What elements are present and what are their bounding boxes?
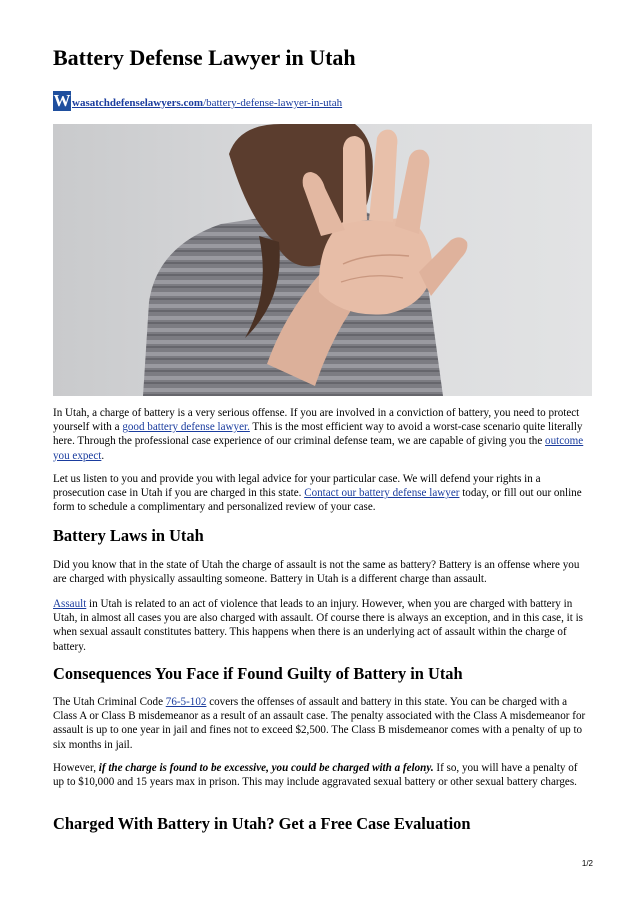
page-number: 1/2 [581,859,593,868]
woman-stop-hand-photo-icon [53,124,592,396]
source-domain: wasatchdefenselawyers.com [72,97,204,109]
consequences-paragraph-2: However, if the charge is found to be excessive, you could be charged with a felony. If so, you will have a penalty of up to $10,000 and 15 years max in prison. This may include aggravated sexual battery or other sexual battery charges. [53,762,578,789]
battery-laws-heading: Battery Laws in Utah [53,526,204,545]
felony-emphasis: if the charge is found to be excessive, you could be charged with a felony. [98,762,434,774]
source-line [53,87,342,111]
source-path: /battery-defense-lawyer-in-utah [203,97,343,109]
page-title: Battery Defense Lawyer in Utah [53,45,356,70]
hero-image [53,124,592,396]
good-lawyer-link[interactable]: good battery defense lawyer. [122,421,250,434]
code-link[interactable]: 76-5-102 [165,696,207,708]
laws-paragraph-2: Assault in Utah is related to an act of violence that leads to an injury. However, when you are charged with battery in Utah, in almost all cases you are also charged with assault. Of course there is always an exception, and in this case, it is when sexual assault constitutes battery. This happens when there is an underlying act of assault within the charge of battery. [53,598,583,653]
contact-lawyer-link[interactable]: Contact our battery defense lawyer [304,487,460,500]
outcome-link[interactable]: outcome you expect [53,435,584,462]
assault-link[interactable]: Assault [53,598,87,610]
consequences-paragraph-1: The Utah Criminal Code 76-5-102 covers the offenses of assault and battery in this state. You can be charged with a Class A or Class B misdemeanor as a result of an assault case. The penalty associated with the Class A misdemeanor for assault is up to one year in jail and fines not to exceed $2,500. The Class B misdemeanor comes with a penalty of up to six months in jail. [53,696,586,751]
laws-paragraph-1: Did you know that in the state of Utah the charge of assault is not the same as battery? Battery is an offense where you are charged with physically assaulting someone. Battery in Utah is a different charge than assault. [53,559,580,586]
consequences-heading: Consequences You Face if Found Guilty of Battery in Utah [53,664,463,683]
case-evaluation-heading: Charged With Battery in Utah? Get a Free Case Evaluation [53,814,471,833]
site-logo-icon: W [53,91,71,110]
intro-paragraph-1: In Utah, a charge of battery is a very serious offense. If you are involved in a conviction of battery, you need to protect yourself with a good battery defense lawyer. This is the most efficient way to avoid a worst-case scenario quite literally here. Through the professional case experience of our criminal defense team, we are capable of giving you the outcome you expect. [53,407,584,462]
intro-paragraph-2: Let us listen to you and provide you with legal advice for your particular case. We will defend your rights in a prosecution case in Utah if you are charged in this state. Contact our battery defense lawyer today, or fill out our online form to schedule a complimentary and personalized review of your case. [53,473,582,514]
source-url-link[interactable] [72,97,342,109]
